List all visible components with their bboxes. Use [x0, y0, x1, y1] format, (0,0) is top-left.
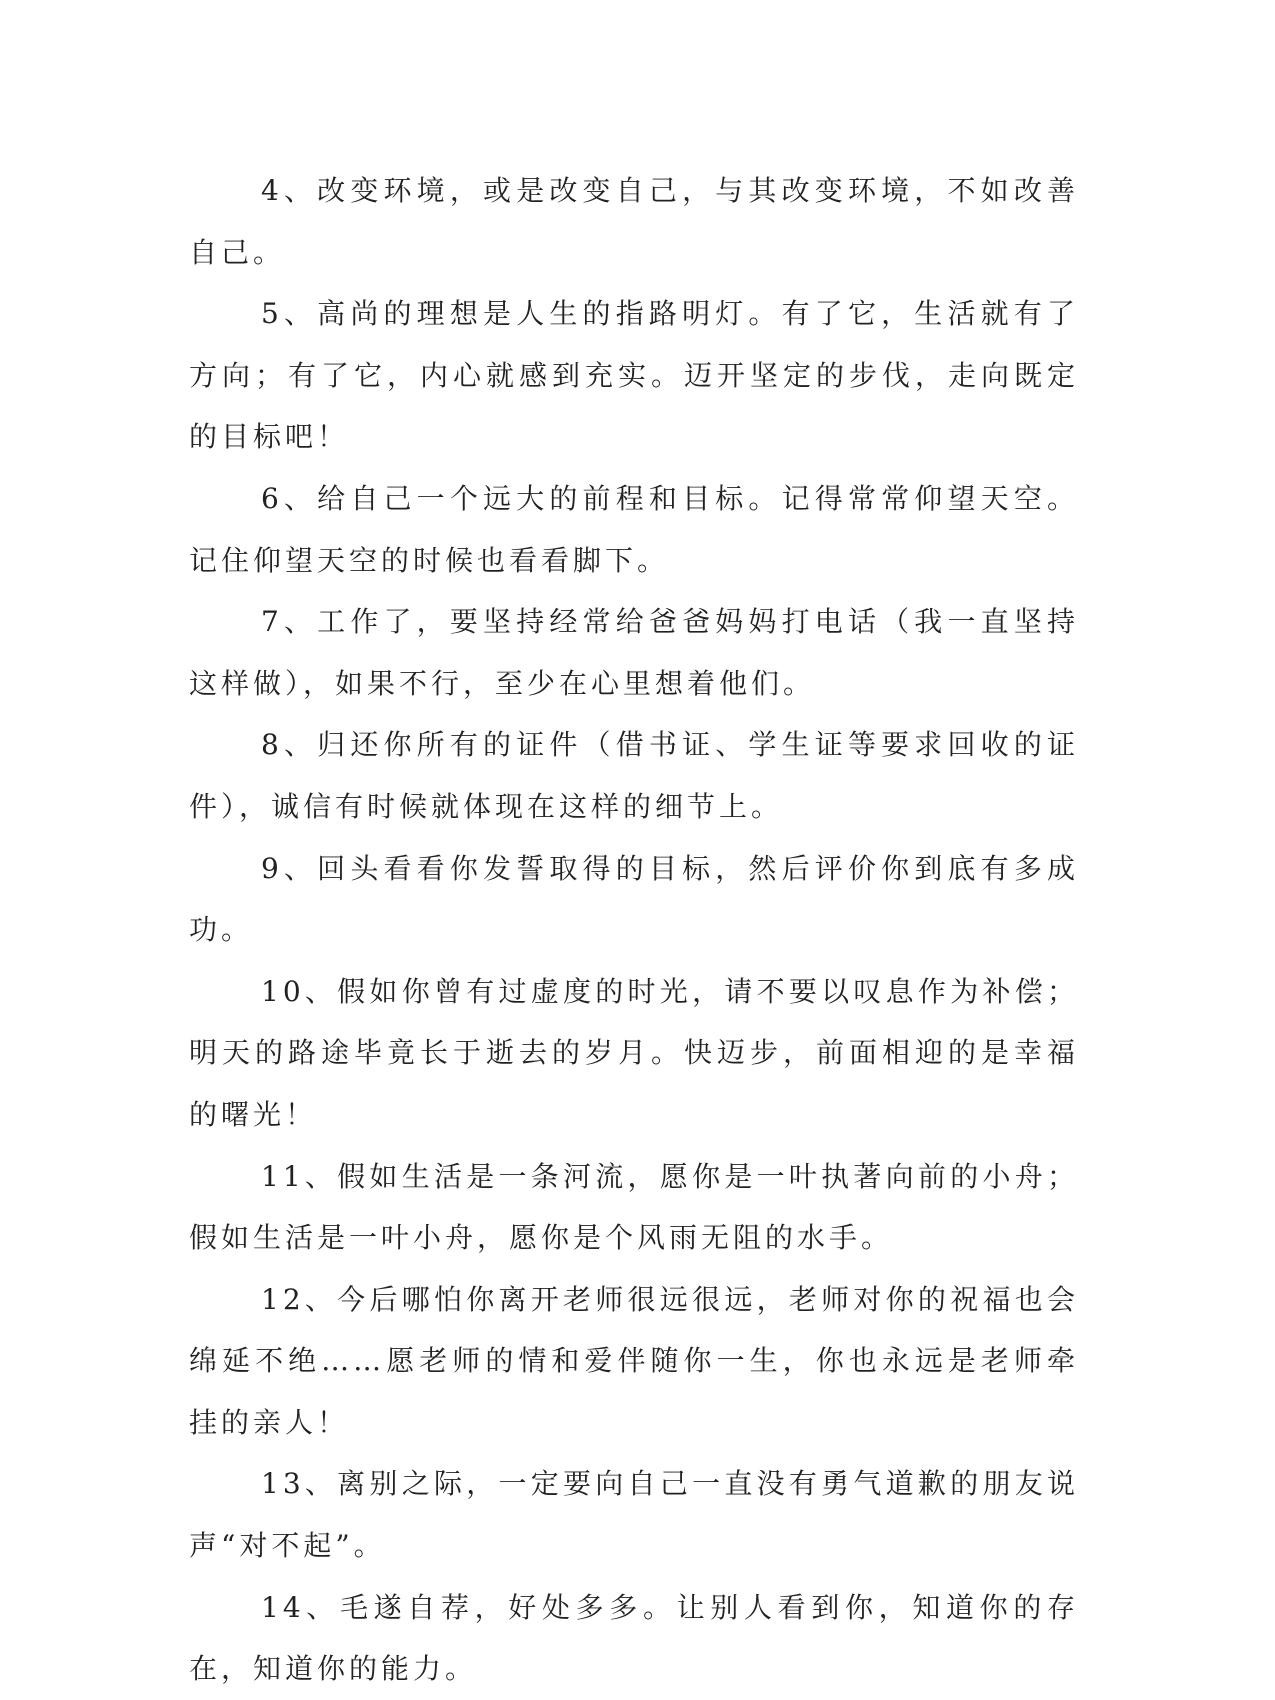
paragraph-9: 9、回头看看你发誓取得的目标，然后评价你到底有多成功。: [189, 851, 1079, 947]
paragraph-13: 13、离别之际，一定要向自己一直没有勇气道歉的朋友说声“对不起”。: [189, 1467, 1079, 1563]
paragraph-11: 11、假如生活是一条河流，愿你是一叶执著向前的小舟；假如生活是一叶小舟，愿你是个风雨无阻的水手。: [189, 1159, 1079, 1255]
paragraph-6: 6、给自己一个远大的前程和目标。记得常常仰望天空。记住仰望天空的时候也看看脚下。: [189, 481, 1079, 577]
paragraph-8: 8、归还你所有的证件（借书证、学生证等要求回收的证件），诚信有时候就体现在这样的细节上。: [189, 728, 1079, 823]
paragraph-5: 5、高尚的理想是人生的指路明灯。有了它，生活就有了方向；有了它，内心就感到充实。迈开坚定的步伐，走向既定的目标吧！: [189, 297, 1079, 454]
paragraph-10: 10、假如你曾有过虚度的时光，请不要以叹息作为补偿；明天的路途毕竟长于逝去的岁月。快迈步，前面相迎的是幸福的曙光！: [189, 974, 1079, 1131]
paragraph-4: 4、改变环境，或是改变自己，与其改变环境，不如改善自己。: [189, 174, 1079, 269]
document-body: [189, 160, 1079, 1700]
paragraph-7: 7、工作了，要坚持经常给爸爸妈妈打电话（我一直坚持这样做），如果不行，至少在心里想着他们。: [189, 605, 1079, 700]
paragraph-14: 14、毛遂自荐，好处多多。让别人看到你，知道你的存在，知道你的能力。: [189, 1590, 1079, 1686]
paragraph-12: 12、今后哪怕你离开老师很远很远，老师对你的祝福也会绵延不绝……愿老师的情和爱伴随你一生，你也永远是老师牵挂的亲人！: [189, 1282, 1079, 1439]
